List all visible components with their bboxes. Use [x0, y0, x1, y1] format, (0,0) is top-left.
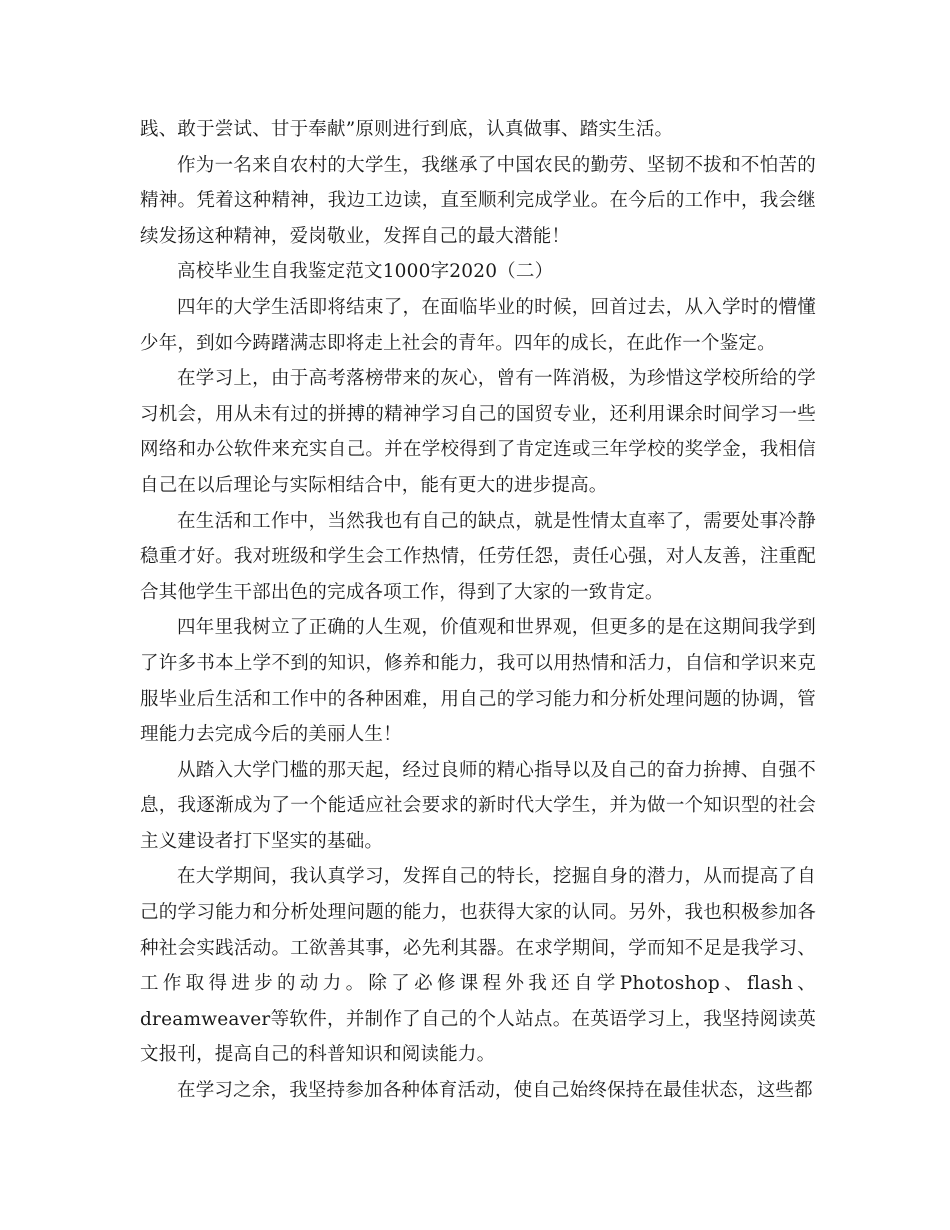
section-heading: 高校毕业生自我鉴定范文1000字2020（二） — [177, 261, 554, 283]
document-body — [140, 112, 816, 1109]
paragraph-rural-background: 作为一名来自农村的大学生，我继承了中国农民的勤劳、坚韧不拔和不怕苦的精神。凭着这种精神，我边工边读，直至顺利完成学业。在今后的工作中，我会继续发扬这种精神，爱岗敬业，发挥自己的最大潜能！ — [140, 154, 816, 247]
paragraph-four-years: 四年的大学生活即将结束了，在面临毕业的时候，回首过去，从入学时的懵懂少年，到如今踌躇满志即将走上社会的青年。四年的成长，在此作一个鉴定。 — [140, 296, 816, 354]
paragraph-university-entry: 从踏入大学门槛的那天起，经过良师的精心指导以及自己的奋力拚搏、自强不息，我逐渐成为了一个能适应社会要求的新时代大学生，并为做一个知识型的社会主义建设者打下坚实的基础。 — [140, 759, 816, 852]
paragraph-sports: 在学习之余，我坚持参加各种体育活动，使自己始终保持在最佳状态，这些都 — [177, 1080, 813, 1102]
paragraph-values: 四年里我树立了正确的人生观，价值观和世界观，但更多的是在这期间我学到了许多书本上学不到的知识，修养和能力，我可以用热情和活力，自信和学识来克服毕业后生活和工作中的各种困难，用自己的学习能力和分析处理问题的协调，管理能力去完成今后的美丽人生！ — [140, 617, 816, 746]
paragraph-life-work: 在生活和工作中，当然我也有自己的缺点，就是性情太直率了，需要处事冷静稳重才好。我对班级和学生会工作热情，任劳任怨，责任心强，对人友善，注重配合其他学生干部出色的完成各项工作，得到了大家的一致肯定。 — [140, 510, 816, 603]
paragraph-study: 在学习上，由于高考落榜带来的灰心，曾有一阵消极，为珍惜这学校所给的学习机会，用从未有过的拼搏的精神学习自己的国贸专业，还利用课余时间学习一些网络和办公软件来充实自己。并在学校得到了肯定连或三年学校的奖学金，我相信自己在以后理论与实际相结合中，能有更大的进步提高。 — [140, 368, 816, 496]
paragraph-continuation: 践、敢于尝试、甘于奉献”原则进行到底，认真做事、踏实生活。 — [140, 119, 674, 140]
paragraph-university-period: 在大学期间，我认真学习，发挥自己的特长，挖掘自身的潜力，从而提高了自己的学习能力和分析处理问题的能力，也获得大家的认同。另外，我也积极参加各种社会实践活动。工欲善其事，必先利其器。在求学期间，学而知不足是我学习、工作取得进步的动力。除了必修课程外我还自学Photoshop、flash、dreamweaver等软件，并制作了自己的个人站点。在英语学习上，我坚持阅读英文报刊，提高自己的科普知识和阅读能力。 — [140, 866, 816, 1066]
